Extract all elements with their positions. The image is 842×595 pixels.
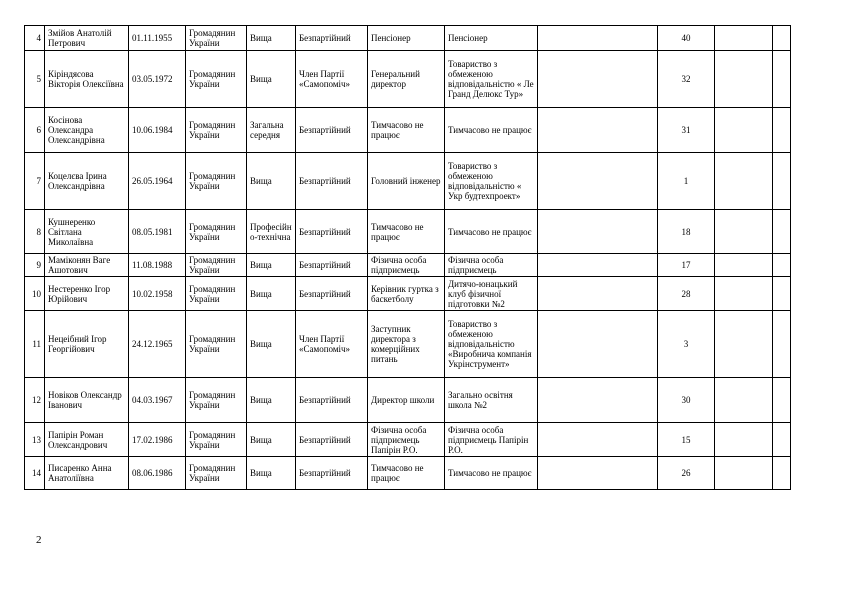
birth-date-cell: 10.06.1984 — [129, 108, 186, 153]
empty-cell — [715, 378, 773, 423]
birth-date-cell: 24.12.1965 — [129, 311, 186, 378]
citizenship-cell: Громадянин України — [186, 153, 247, 210]
empty-cell — [773, 378, 791, 423]
district-cell: 28 — [658, 277, 715, 311]
table-row — [25, 26, 791, 51]
party-cell: Безпартійний — [296, 210, 368, 254]
name-cell: Маміконян Ваге Ашотович — [45, 254, 129, 277]
empty-cell — [715, 277, 773, 311]
party-cell: Член Партії «Самопоміч» — [296, 311, 368, 378]
row-number-cell: 8 — [25, 210, 45, 254]
table-row — [25, 457, 791, 490]
position-cell: Тимчасово не працює — [368, 457, 445, 490]
position-cell: Пенсіонер — [368, 26, 445, 51]
position-cell: Фізична особа підприємець — [368, 254, 445, 277]
empty-cell — [538, 254, 658, 277]
empty-cell — [538, 210, 658, 254]
position-cell: Тимчасово не працює — [368, 108, 445, 153]
candidates-table — [24, 25, 791, 490]
workplace-cell: Товариство з обмеженою відповідальністю « Укр будтехпроект» — [445, 153, 538, 210]
empty-cell — [538, 378, 658, 423]
workplace-cell: Пенсіонер — [445, 26, 538, 51]
district-cell: 18 — [658, 210, 715, 254]
citizenship-cell: Громадянин України — [186, 210, 247, 254]
empty-cell — [538, 311, 658, 378]
position-cell: Фізична особа підприємець Папірін Р.О. — [368, 423, 445, 457]
empty-cell — [715, 26, 773, 51]
row-number-cell: 11 — [25, 311, 45, 378]
name-cell: Писаренко Анна Анатоліївна — [45, 457, 129, 490]
position-cell: Директор школи — [368, 378, 445, 423]
district-cell: 17 — [658, 254, 715, 277]
row-number-cell: 12 — [25, 378, 45, 423]
table-row — [25, 254, 791, 277]
table-row — [25, 153, 791, 210]
workplace-cell: Фізична особа підприємець Папірін Р.О. — [445, 423, 538, 457]
row-number-cell: 4 — [25, 26, 45, 51]
empty-cell — [773, 254, 791, 277]
birth-date-cell: 26.05.1964 — [129, 153, 186, 210]
workplace-cell: Тимчасово не працює — [445, 210, 538, 254]
birth-date-cell: 08.06.1986 — [129, 457, 186, 490]
row-number-cell: 5 — [25, 51, 45, 108]
empty-cell — [538, 153, 658, 210]
citizenship-cell: Громадянин України — [186, 51, 247, 108]
party-cell: Безпартійний — [296, 423, 368, 457]
name-cell: Папірін Роман Олександрович — [45, 423, 129, 457]
empty-cell — [773, 311, 791, 378]
empty-cell — [773, 457, 791, 490]
birth-date-cell: 11.08.1988 — [129, 254, 186, 277]
name-cell: Змійов Анатолій Петрович — [45, 26, 129, 51]
row-number-cell: 9 — [25, 254, 45, 277]
citizenship-cell: Громадянин України — [186, 254, 247, 277]
education-cell: Вища — [247, 26, 296, 51]
empty-cell — [538, 108, 658, 153]
row-number-cell: 10 — [25, 277, 45, 311]
education-cell: Професійно-технічна — [247, 210, 296, 254]
workplace-cell: Дитячо-юнацький клуб фізичної підготовки №2 — [445, 277, 538, 311]
workplace-cell: Товариство з обмеженою відповідальністю « Ле Гранд Делюкс Тур» — [445, 51, 538, 108]
birth-date-cell: 17.02.1986 — [129, 423, 186, 457]
name-cell: Косінова Олександра Олександрівна — [45, 108, 129, 153]
education-cell: Вища — [247, 423, 296, 457]
education-cell: Вища — [247, 457, 296, 490]
education-cell: Вища — [247, 311, 296, 378]
citizenship-cell: Громадянин України — [186, 423, 247, 457]
citizenship-cell: Громадянин України — [186, 311, 247, 378]
row-number-cell: 7 — [25, 153, 45, 210]
table-row — [25, 108, 791, 153]
workplace-cell: Загально освітня школа №2 — [445, 378, 538, 423]
empty-cell — [773, 423, 791, 457]
empty-cell — [773, 51, 791, 108]
education-cell: Вища — [247, 277, 296, 311]
education-cell: Вища — [247, 378, 296, 423]
district-cell: 30 — [658, 378, 715, 423]
birth-date-cell: 04.03.1967 — [129, 378, 186, 423]
party-cell: Безпартійний — [296, 378, 368, 423]
empty-cell — [715, 108, 773, 153]
empty-cell — [715, 153, 773, 210]
birth-date-cell: 03.05.1972 — [129, 51, 186, 108]
empty-cell — [538, 457, 658, 490]
table-body — [25, 26, 791, 490]
citizenship-cell: Громадянин України — [186, 277, 247, 311]
workplace-cell: Тимчасово не працює — [445, 457, 538, 490]
district-cell: 15 — [658, 423, 715, 457]
empty-cell — [715, 457, 773, 490]
row-number-cell: 14 — [25, 457, 45, 490]
education-cell: Вища — [247, 51, 296, 108]
empty-cell — [538, 423, 658, 457]
citizenship-cell: Громадянин України — [186, 378, 247, 423]
education-cell: Вища — [247, 153, 296, 210]
citizenship-cell: Громадянин України — [186, 26, 247, 51]
birth-date-cell: 01.11.1955 — [129, 26, 186, 51]
table-row — [25, 378, 791, 423]
empty-cell — [715, 51, 773, 108]
empty-cell — [773, 26, 791, 51]
name-cell: Коцелєва Ірина Олександрівна — [45, 153, 129, 210]
workplace-cell: Фізична особа підприємець — [445, 254, 538, 277]
name-cell: Нестеренко Ігор Юрійович — [45, 277, 129, 311]
empty-cell — [538, 277, 658, 311]
education-cell: Вища — [247, 254, 296, 277]
empty-cell — [538, 51, 658, 108]
name-cell: Кіріндясова Вікторія Олексіївна — [45, 51, 129, 108]
party-cell: Безпартійний — [296, 108, 368, 153]
row-number-cell: 13 — [25, 423, 45, 457]
party-cell: Безпартійний — [296, 254, 368, 277]
row-number-cell: 6 — [25, 108, 45, 153]
citizenship-cell: Громадянин України — [186, 108, 247, 153]
party-cell: Безпартійний — [296, 457, 368, 490]
party-cell: Безпартійний — [296, 26, 368, 51]
name-cell: Нецеібний Ігор Георгійович — [45, 311, 129, 378]
empty-cell — [715, 311, 773, 378]
empty-cell — [773, 277, 791, 311]
birth-date-cell: 08.05.1981 — [129, 210, 186, 254]
table-row — [25, 311, 791, 378]
party-cell: Член Партії «Самопоміч» — [296, 51, 368, 108]
district-cell: 1 — [658, 153, 715, 210]
table-row — [25, 423, 791, 457]
citizenship-cell: Громадянин України — [186, 457, 247, 490]
table-row — [25, 210, 791, 254]
position-cell: Головний інженер — [368, 153, 445, 210]
district-cell: 31 — [658, 108, 715, 153]
empty-cell — [773, 108, 791, 153]
position-cell: Керівник гуртка з баскетболу — [368, 277, 445, 311]
district-cell: 40 — [658, 26, 715, 51]
education-cell: Загальна середня — [247, 108, 296, 153]
district-cell: 32 — [658, 51, 715, 108]
name-cell: Новіков Олександр Іванович — [45, 378, 129, 423]
table-row — [25, 277, 791, 311]
district-cell: 26 — [658, 457, 715, 490]
name-cell: Кушнеренко Світлана Миколаївна — [45, 210, 129, 254]
empty-cell — [538, 26, 658, 51]
position-cell: Тимчасово не працює — [368, 210, 445, 254]
workplace-cell: Тимчасово не працює — [445, 108, 538, 153]
page-number: 2 — [36, 534, 42, 546]
empty-cell — [715, 254, 773, 277]
empty-cell — [715, 423, 773, 457]
empty-cell — [773, 153, 791, 210]
position-cell: Заступник директора з комерційних питань — [368, 311, 445, 378]
empty-cell — [773, 210, 791, 254]
workplace-cell: Товариство з обмеженою відповідальністю «Виробнича компанія Укрінструмент» — [445, 311, 538, 378]
position-cell: Генеральний директор — [368, 51, 445, 108]
district-cell: 3 — [658, 311, 715, 378]
party-cell: Безпартійний — [296, 153, 368, 210]
birth-date-cell: 10.02.1958 — [129, 277, 186, 311]
table-row — [25, 51, 791, 108]
party-cell: Безпартійний — [296, 277, 368, 311]
empty-cell — [715, 210, 773, 254]
